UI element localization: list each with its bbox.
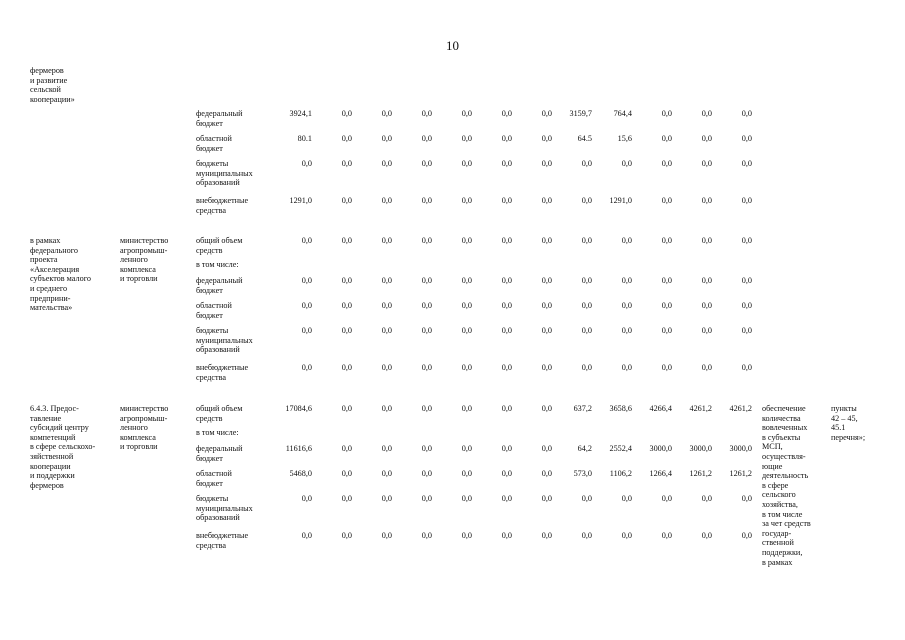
table-cell: 0,0: [461, 531, 472, 540]
table-cell: 573,0: [573, 469, 592, 478]
table-cell: 0,0: [421, 326, 432, 335]
table-cell: 0,0: [701, 326, 712, 335]
table-cell: 0,0: [741, 276, 752, 285]
funding-source-label: федеральный бюджет: [196, 109, 243, 128]
table-cell: 0,0: [381, 276, 392, 285]
table-cell: 0,0: [421, 404, 432, 413]
table-cell: 0,0: [341, 531, 352, 540]
table-cell: 3000,0: [649, 444, 672, 453]
table-cell: 1291,0: [609, 196, 632, 205]
funding-source-label: в том числе:: [196, 428, 239, 437]
table-cell: 0,0: [541, 444, 552, 453]
table-cell: 0,0: [661, 363, 672, 372]
table-cell: 0,0: [581, 236, 592, 245]
program-name: 6.4.3. Предос- тавление субсидий центру компетенций в сфере сельскохо- зяйственной кооперации и поддержки фермеров: [30, 404, 96, 490]
table-cell: 0,0: [581, 531, 592, 540]
table-cell: 0,0: [421, 301, 432, 310]
table-cell: 0,0: [381, 404, 392, 413]
funding-source-label: бюджеты муниципальных образований: [196, 494, 253, 523]
table-cell: 0,0: [421, 444, 432, 453]
table-cell: 0,0: [301, 159, 312, 168]
table-cell: 0,0: [701, 276, 712, 285]
table-cell: 0,0: [501, 531, 512, 540]
table-cell: 64.5: [577, 134, 592, 143]
table-cell: 0,0: [301, 301, 312, 310]
table-cell: 0,0: [381, 531, 392, 540]
table-cell: 0,0: [341, 236, 352, 245]
table-cell: 0,0: [341, 469, 352, 478]
table-cell: 0,0: [501, 236, 512, 245]
table-cell: 0,0: [501, 326, 512, 335]
funding-source-label: внебюджетные средства: [196, 531, 249, 550]
table-cell: 2552,4: [609, 444, 632, 453]
table-cell: 0,0: [541, 159, 552, 168]
goal-text: обеспечение количества вовлеченных в субъекты МСП, осуществля- ющие деятельность в сфере сельского хозяйства, в том числе за чет средств государ- ственной поддержки, в рамках: [762, 404, 811, 567]
table-cell: 0,0: [741, 494, 752, 503]
table-cell: 0,0: [541, 494, 552, 503]
table-cell: 0,0: [661, 159, 672, 168]
table-cell: 0,0: [461, 276, 472, 285]
table-cell: 0,0: [541, 196, 552, 205]
table-cell: 0,0: [501, 444, 512, 453]
table-cell: 0,0: [661, 301, 672, 310]
table-cell: 3000,0: [729, 444, 752, 453]
table-cell: 0,0: [341, 134, 352, 143]
table-cell: 0,0: [701, 363, 712, 372]
table-cell: 0,0: [541, 363, 552, 372]
table-cell: 0,0: [461, 494, 472, 503]
table-cell: 0,0: [421, 531, 432, 540]
table-cell: 0,0: [621, 276, 632, 285]
table-cell: 0,0: [701, 134, 712, 143]
table-cell: 0,0: [461, 236, 472, 245]
table-cell: 0,0: [581, 363, 592, 372]
table-cell: 0,0: [341, 494, 352, 503]
table-cell: 0,0: [421, 276, 432, 285]
table-cell: 0,0: [341, 196, 352, 205]
funding-source-label: внебюджетные средства: [196, 196, 249, 215]
reference-text: пункты 42 – 45, 45.1 перечня»;: [831, 404, 866, 442]
funding-source-label: бюджеты муниципальных образований: [196, 326, 253, 355]
table-cell: 764,4: [613, 109, 632, 118]
table-cell: 0,0: [741, 301, 752, 310]
table-cell: 0,0: [301, 531, 312, 540]
table-cell: 0,0: [701, 159, 712, 168]
table-cell: 0,0: [701, 494, 712, 503]
table-cell: 0,0: [421, 469, 432, 478]
table-cell: 0,0: [381, 469, 392, 478]
table-cell: 0,0: [501, 494, 512, 503]
table-cell: 0,0: [541, 404, 552, 413]
table-cell: 17084,6: [285, 404, 312, 413]
table-cell: 0,0: [421, 363, 432, 372]
table-cell: 0,0: [341, 404, 352, 413]
table-cell: 0,0: [741, 236, 752, 245]
table-cell: 0,0: [741, 531, 752, 540]
page-number: 10: [446, 38, 459, 53]
table-cell: 0,0: [501, 301, 512, 310]
table-cell: 0,0: [661, 134, 672, 143]
table-cell: 0,0: [421, 494, 432, 503]
table-cell: 0,0: [621, 326, 632, 335]
program-name: фермеров и развитие сельской кооперации»: [30, 66, 75, 104]
table-cell: 0,0: [621, 236, 632, 245]
table-cell: 11616,6: [285, 444, 312, 453]
table-cell: 0,0: [461, 109, 472, 118]
table-cell: 0,0: [661, 276, 672, 285]
table-cell: 0,0: [701, 531, 712, 540]
table-cell: 0,0: [541, 134, 552, 143]
table-cell: 0,0: [381, 301, 392, 310]
table-cell: 0,0: [501, 159, 512, 168]
table-cell: 0,0: [461, 469, 472, 478]
table-cell: 1266,4: [649, 469, 672, 478]
table-cell: 0,0: [421, 159, 432, 168]
table-cell: 0,0: [661, 326, 672, 335]
funding-source-label: общий объем средств: [196, 404, 243, 423]
table-cell: 0,0: [341, 326, 352, 335]
table-cell: 4261,2: [689, 404, 712, 413]
table-cell: 0,0: [341, 159, 352, 168]
table-cell: 1291,0: [289, 196, 312, 205]
table-cell: 0,0: [661, 531, 672, 540]
table-cell: 15,6: [617, 134, 632, 143]
table-cell: 0,0: [581, 301, 592, 310]
table-cell: 0,0: [541, 109, 552, 118]
funding-source-label: федеральный бюджет: [196, 444, 243, 463]
table-cell: 0,0: [701, 109, 712, 118]
table-cell: 0,0: [301, 236, 312, 245]
table-cell: 3658,6: [609, 404, 632, 413]
table-cell: 0,0: [501, 404, 512, 413]
table-cell: 0,0: [541, 469, 552, 478]
table-cell: 0,0: [341, 301, 352, 310]
table-cell: 0,0: [741, 109, 752, 118]
table-cell: 0,0: [341, 109, 352, 118]
table-cell: 0,0: [741, 159, 752, 168]
funding-source-label: в том числе:: [196, 260, 239, 269]
table-cell: 4261,2: [729, 404, 752, 413]
table-cell: 3924,1: [289, 109, 312, 118]
funding-source-label: бюджеты муниципальных образований: [196, 159, 253, 188]
table-cell: 0,0: [541, 236, 552, 245]
table-cell: 64,2: [577, 444, 592, 453]
table-cell: 0,0: [701, 301, 712, 310]
table-cell: 0,0: [381, 196, 392, 205]
table-cell: 0,0: [301, 494, 312, 503]
funding-source-label: внебюджетные средства: [196, 363, 249, 382]
table-cell: 0,0: [381, 444, 392, 453]
funding-source-label: областной бюджет: [196, 469, 232, 488]
table-cell: 0,0: [301, 363, 312, 372]
table-cell: 0,0: [461, 301, 472, 310]
table-cell: 1106,2: [609, 469, 632, 478]
table-cell: 0,0: [421, 196, 432, 205]
table-cell: 0,0: [621, 494, 632, 503]
table-cell: 0,0: [341, 363, 352, 372]
table-cell: 0,0: [301, 276, 312, 285]
table-cell: 0,0: [661, 494, 672, 503]
table-cell: 0,0: [501, 196, 512, 205]
table-cell: 0,0: [381, 236, 392, 245]
table-cell: 0,0: [421, 134, 432, 143]
table-cell: 0,0: [301, 326, 312, 335]
table-cell: 0,0: [701, 196, 712, 205]
table-cell: 0,0: [621, 531, 632, 540]
table-cell: 0,0: [661, 236, 672, 245]
table-cell: 0,0: [741, 326, 752, 335]
table-cell: 0,0: [541, 301, 552, 310]
table-cell: 3000,0: [689, 444, 712, 453]
table-cell: 5468,0: [289, 469, 312, 478]
table-cell: 0,0: [341, 444, 352, 453]
table-cell: 0,0: [461, 444, 472, 453]
table-cell: 0,0: [341, 276, 352, 285]
table-cell: 0,0: [461, 363, 472, 372]
table-cell: 0,0: [581, 159, 592, 168]
table-cell: 0,0: [501, 276, 512, 285]
funding-source-label: федеральный бюджет: [196, 276, 243, 295]
executor-name: министерство агропромыш- ленного комплекса и торговли: [120, 236, 169, 284]
table-cell: 0,0: [621, 301, 632, 310]
table-cell: 0,0: [581, 494, 592, 503]
table-cell: 0,0: [501, 469, 512, 478]
funding-source-label: областной бюджет: [196, 134, 232, 153]
funding-source-label: областной бюджет: [196, 301, 232, 320]
table-cell: 0,0: [381, 326, 392, 335]
table-cell: 3159,7: [569, 109, 592, 118]
table-cell: 1261,2: [729, 469, 752, 478]
table-cell: 0,0: [421, 236, 432, 245]
table-cell: 0,0: [581, 326, 592, 335]
table-cell: 0,0: [381, 494, 392, 503]
table-cell: 0,0: [701, 236, 712, 245]
table-cell: 0,0: [501, 109, 512, 118]
table-cell: 4266,4: [649, 404, 672, 413]
table-cell: 0,0: [541, 326, 552, 335]
table-cell: 1261,2: [689, 469, 712, 478]
table-cell: 0,0: [461, 159, 472, 168]
table-cell: 0,0: [741, 196, 752, 205]
table-cell: 0,0: [381, 109, 392, 118]
table-cell: 0,0: [621, 363, 632, 372]
table-cell: 0,0: [741, 363, 752, 372]
table-cell: 0,0: [501, 134, 512, 143]
table-cell: 0,0: [541, 531, 552, 540]
program-name: в рамках федерального проекта «Акселерация субъектов малого и среднего предприни- мательства»: [30, 236, 91, 313]
table-cell: 0,0: [461, 196, 472, 205]
table-cell: 0,0: [621, 159, 632, 168]
table-cell: 0,0: [541, 276, 552, 285]
table-cell: 0,0: [581, 276, 592, 285]
table-cell: 0,0: [661, 109, 672, 118]
table-cell: 0,0: [421, 109, 432, 118]
table-cell: 0,0: [461, 404, 472, 413]
table-cell: 0,0: [381, 363, 392, 372]
table-cell: 0,0: [381, 134, 392, 143]
table-cell: 0,0: [461, 326, 472, 335]
table-cell: 0,0: [501, 363, 512, 372]
table-cell: 637,2: [573, 404, 592, 413]
table-cell: 0,0: [581, 196, 592, 205]
executor-name: министерство агропромыш- ленного комплекса и торговли: [120, 404, 169, 452]
table-cell: 0,0: [741, 134, 752, 143]
table-cell: 80.1: [297, 134, 312, 143]
table-cell: 0,0: [381, 159, 392, 168]
table-cell: 0,0: [661, 196, 672, 205]
funding-source-label: общий объем средств: [196, 236, 243, 255]
table-cell: 0,0: [461, 134, 472, 143]
